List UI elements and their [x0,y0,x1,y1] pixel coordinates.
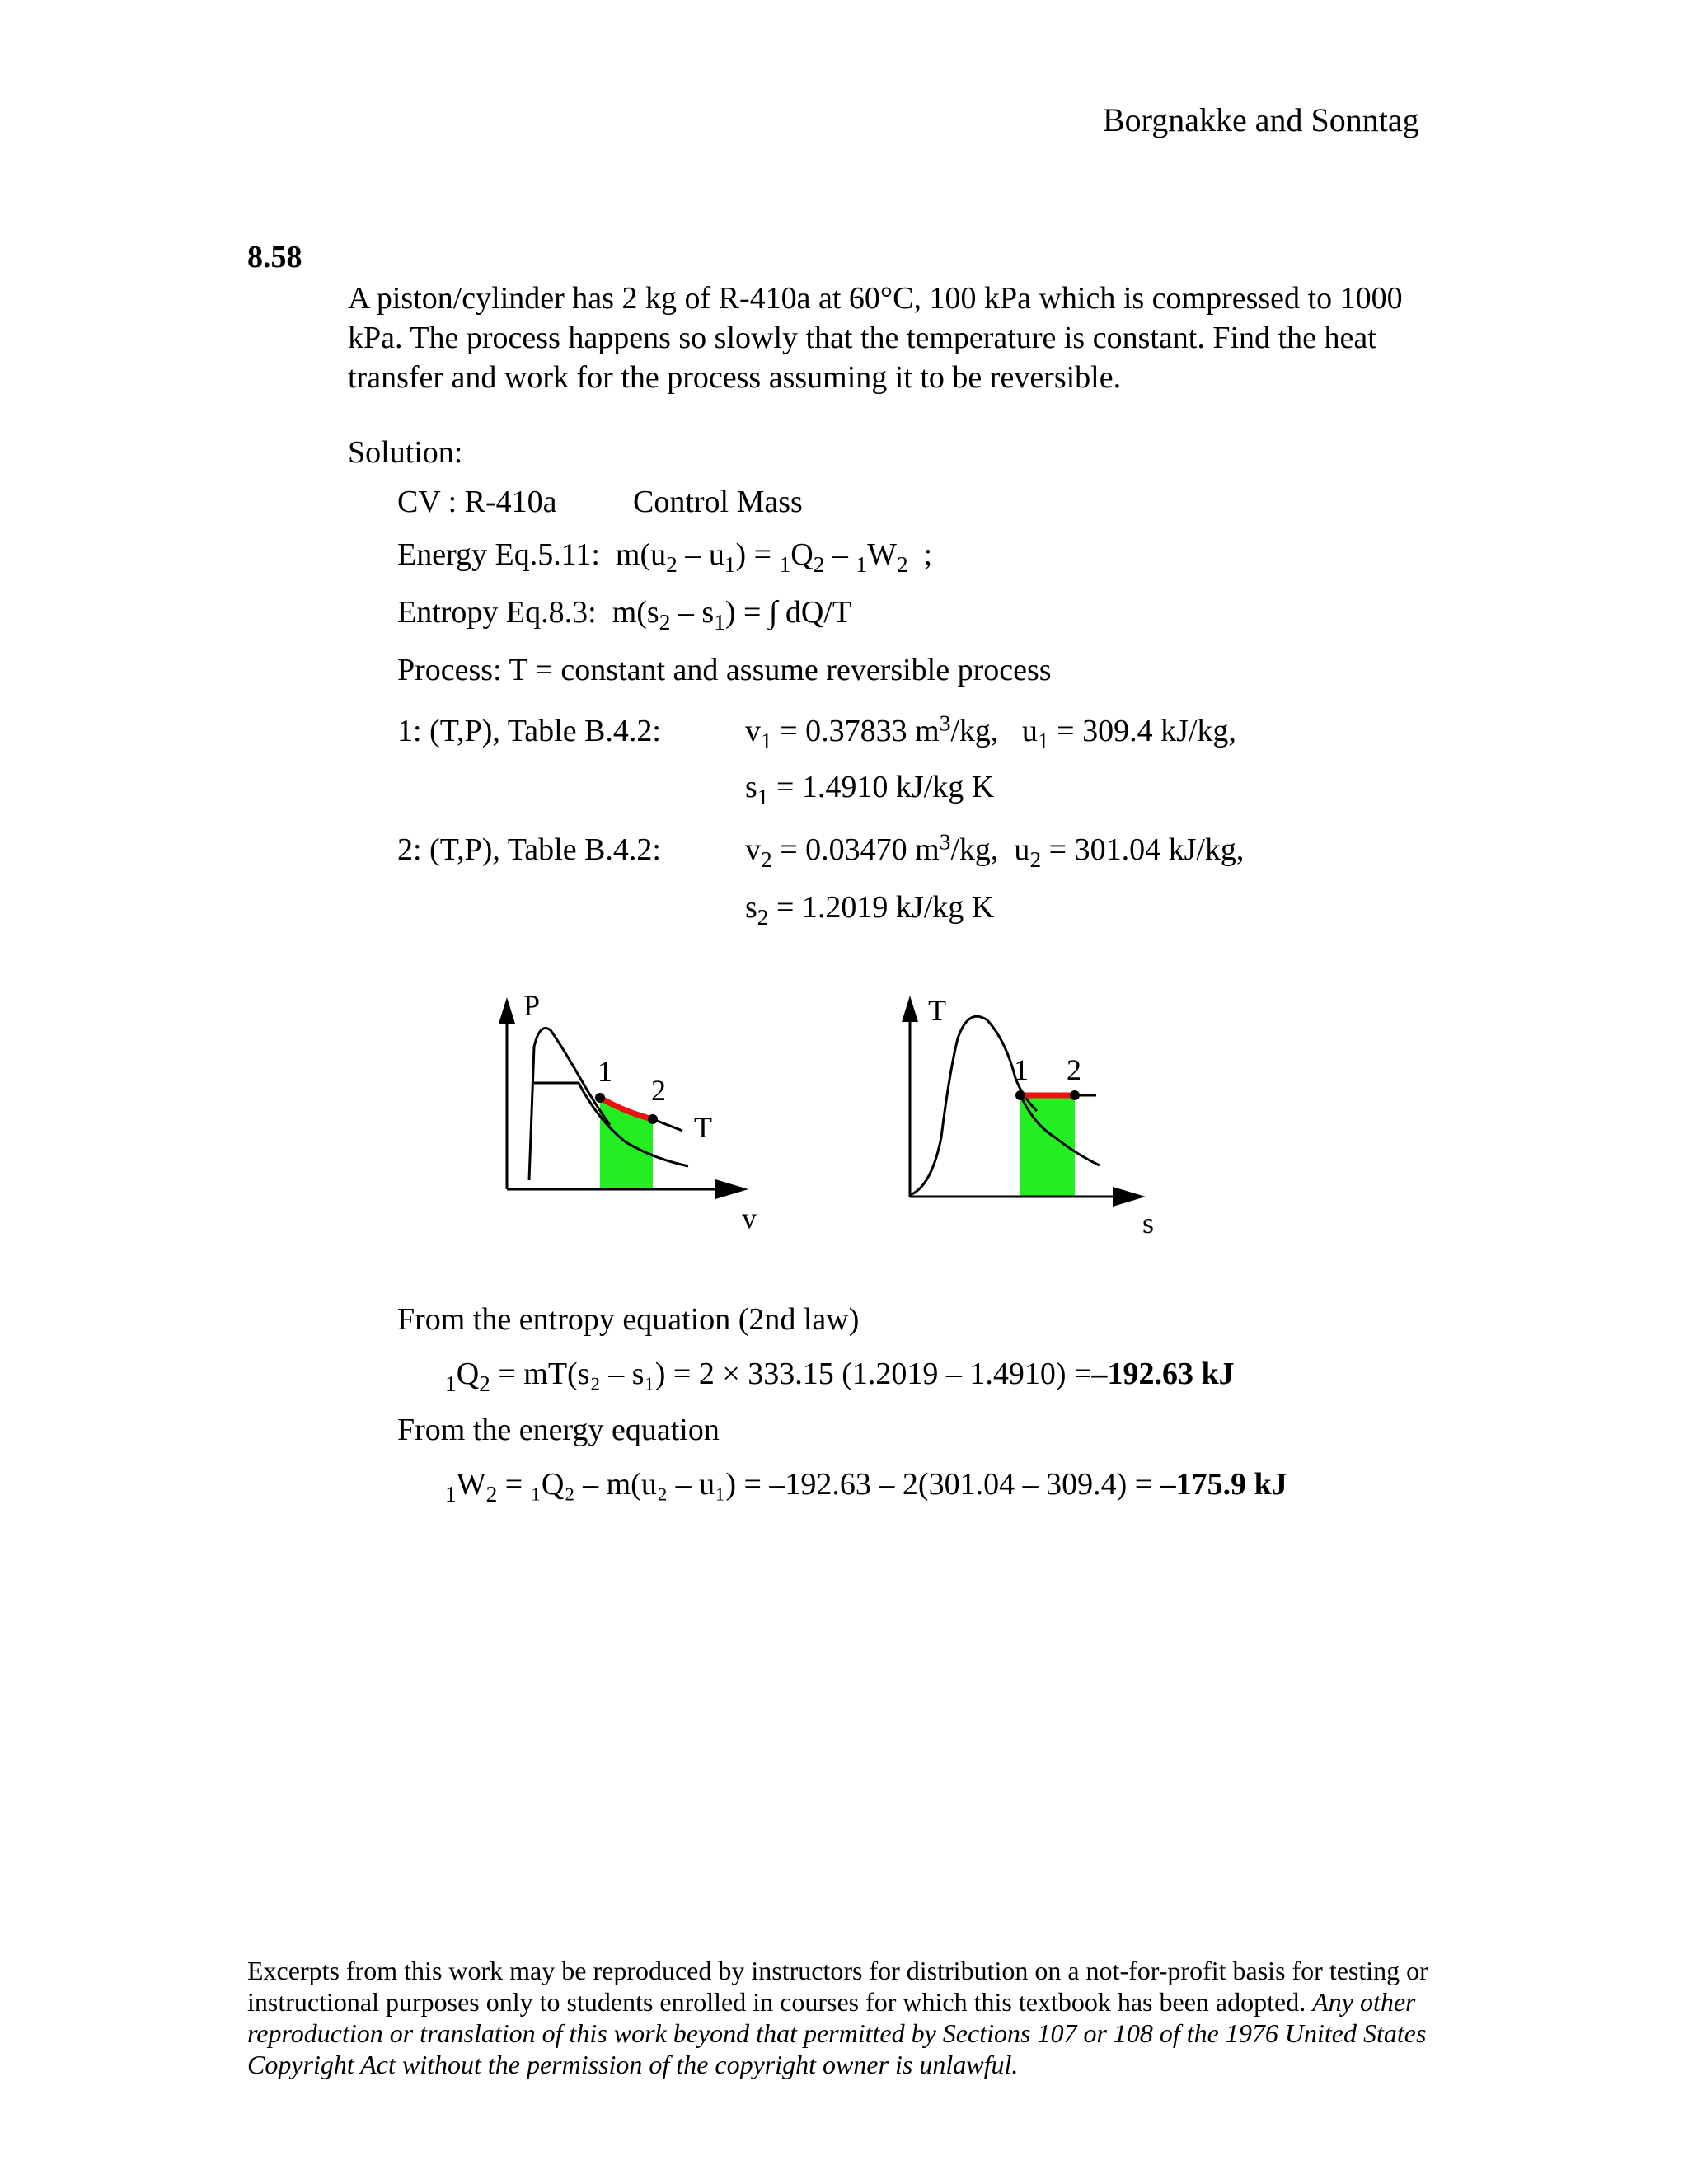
entropy-equation-label: Entropy Eq.8.3: [397,595,597,630]
pv-state1-point [595,1093,605,1103]
ts-saturation-dome [910,1016,1037,1195]
v1-value: 0.37833 [805,714,907,748]
ts-x-axis-label: s [1142,1207,1155,1240]
heat-transfer-result: $_1Q_2 = mT(s_2 - s_1) = 2 \times 333.15$ (1.2019 – 1.4910) =–192.63 kJ [445,1357,1235,1396]
page-header: Borgnakke and Sonntag [1103,101,1419,138]
s2-value: 1.2019 [801,890,889,925]
pv-y-axis-arrow [499,997,515,1024]
control-volume-label: CV : R-410a [397,485,557,519]
ts-y-axis-label: T [928,994,946,1027]
s1-value: 1.4910 [801,770,889,804]
pv-x-axis-label: v [742,1202,757,1235]
pv-y-axis-label: P [523,989,541,1022]
pv-state2-label: 2 [651,1074,666,1107]
ts-state1-label: 1 [1014,1053,1029,1086]
state2-entropy: $s_2 = 1.2019$ kJ/kg K [745,890,995,930]
state1-properties: $v_1 = 0.37833$ $m^3/kg$, $u_1 = 309.4$ kJ/kg, [745,710,1236,753]
pv-diagram [486,981,767,1253]
state2-properties: $v_2 = 0.03470$ $m^3/kg$, $u_2 = 301.04$ kJ/kg, [745,829,1245,872]
u2-value: 301.04 [1074,832,1161,867]
work-result: $_1W_2 = _1Q_2 - m(u_2 - u_1) = -192.63 - 2(301.04 - 309.4) = -175.9$ kJ [445,1467,1287,1507]
work-expression: = ₁Q₂ – m(u₂ – u₁) = –192.63 – 2(301.04 – 309.4) = [504,1467,1153,1502]
energy-equation-label: Energy Eq.5.11: [397,537,600,572]
problem-number: 8.58 [247,240,302,274]
entropy-equation: Entropy Eq.8.3: $m(s_2 - s_1)$ = ∫ dQ/T [397,595,852,635]
pv-state2-point [648,1114,658,1124]
footer-text: Excerpts from this work may be reproduced by instructors for distribution on a not-for-profit basis for testing or instructional purposes only to students enrolled in courses for which this textbook has been adopted. [247,1956,1428,2017]
control-volume-type: Control Mass [633,485,803,519]
pv-isotherm-label: T [694,1111,712,1144]
ts-state2-label: 2 [1067,1053,1081,1086]
state1-label: 1: (T,P), Table B.4.2: [397,714,661,748]
u1-value: 309.4 [1082,714,1153,748]
ts-x-axis-arrow [1113,1187,1146,1207]
ts-diagram [898,989,1170,1244]
ts-y-axis-arrow [902,996,918,1022]
heat-transfer-value: –192.63 kJ [1091,1357,1235,1391]
copyright-footer [247,1955,1442,2080]
footer-italic-text: Any other reproduction or translation of this work beyond that permitted by Sections 107 or 108 of the 1976 United States Copyright Act without the permission of the copyright owner is unlawful. [247,1987,1427,2079]
ts-state1-point [1015,1090,1025,1100]
work-value: –175.9 kJ [1160,1467,1287,1502]
process-statement: Process: T = constant and assume reversible process [397,653,1052,687]
problem-statement: A piston/cylinder has 2 kg of R-410a at 60°C, 100 kPa which is compressed to 1000 kPa. The process happens so slowly that the temperature is constant. Find the heat transfer and work for the process assuming it to be reversible. [348,281,1403,395]
v2-value: 0.03470 [805,832,907,867]
state2-label: 2: (T,P), Table B.4.2: [397,832,661,867]
pv-x-axis-arrow [715,1179,748,1199]
solution-heading: Solution: [348,435,463,470]
state1-entropy: $s_1 = 1.4910$ kJ/kg K [745,770,995,809]
energy-equation: Energy Eq.5.11: $m(u_2 - u_1) = _1Q_2 - _1W_2$ ; [397,537,933,577]
entropy-intro: From the entropy equation (2nd law) [397,1302,860,1337]
ts-state2-point [1070,1090,1080,1100]
heat-transfer-expression: = mT(s₂ – s₁) = 2 × 333.15 (1.2019 – 1.4910) = [498,1357,1092,1391]
energy-intro: From the energy equation [397,1413,720,1447]
pv-state1-label: 1 [598,1055,612,1088]
pv-saturation-dome [529,1029,610,1181]
